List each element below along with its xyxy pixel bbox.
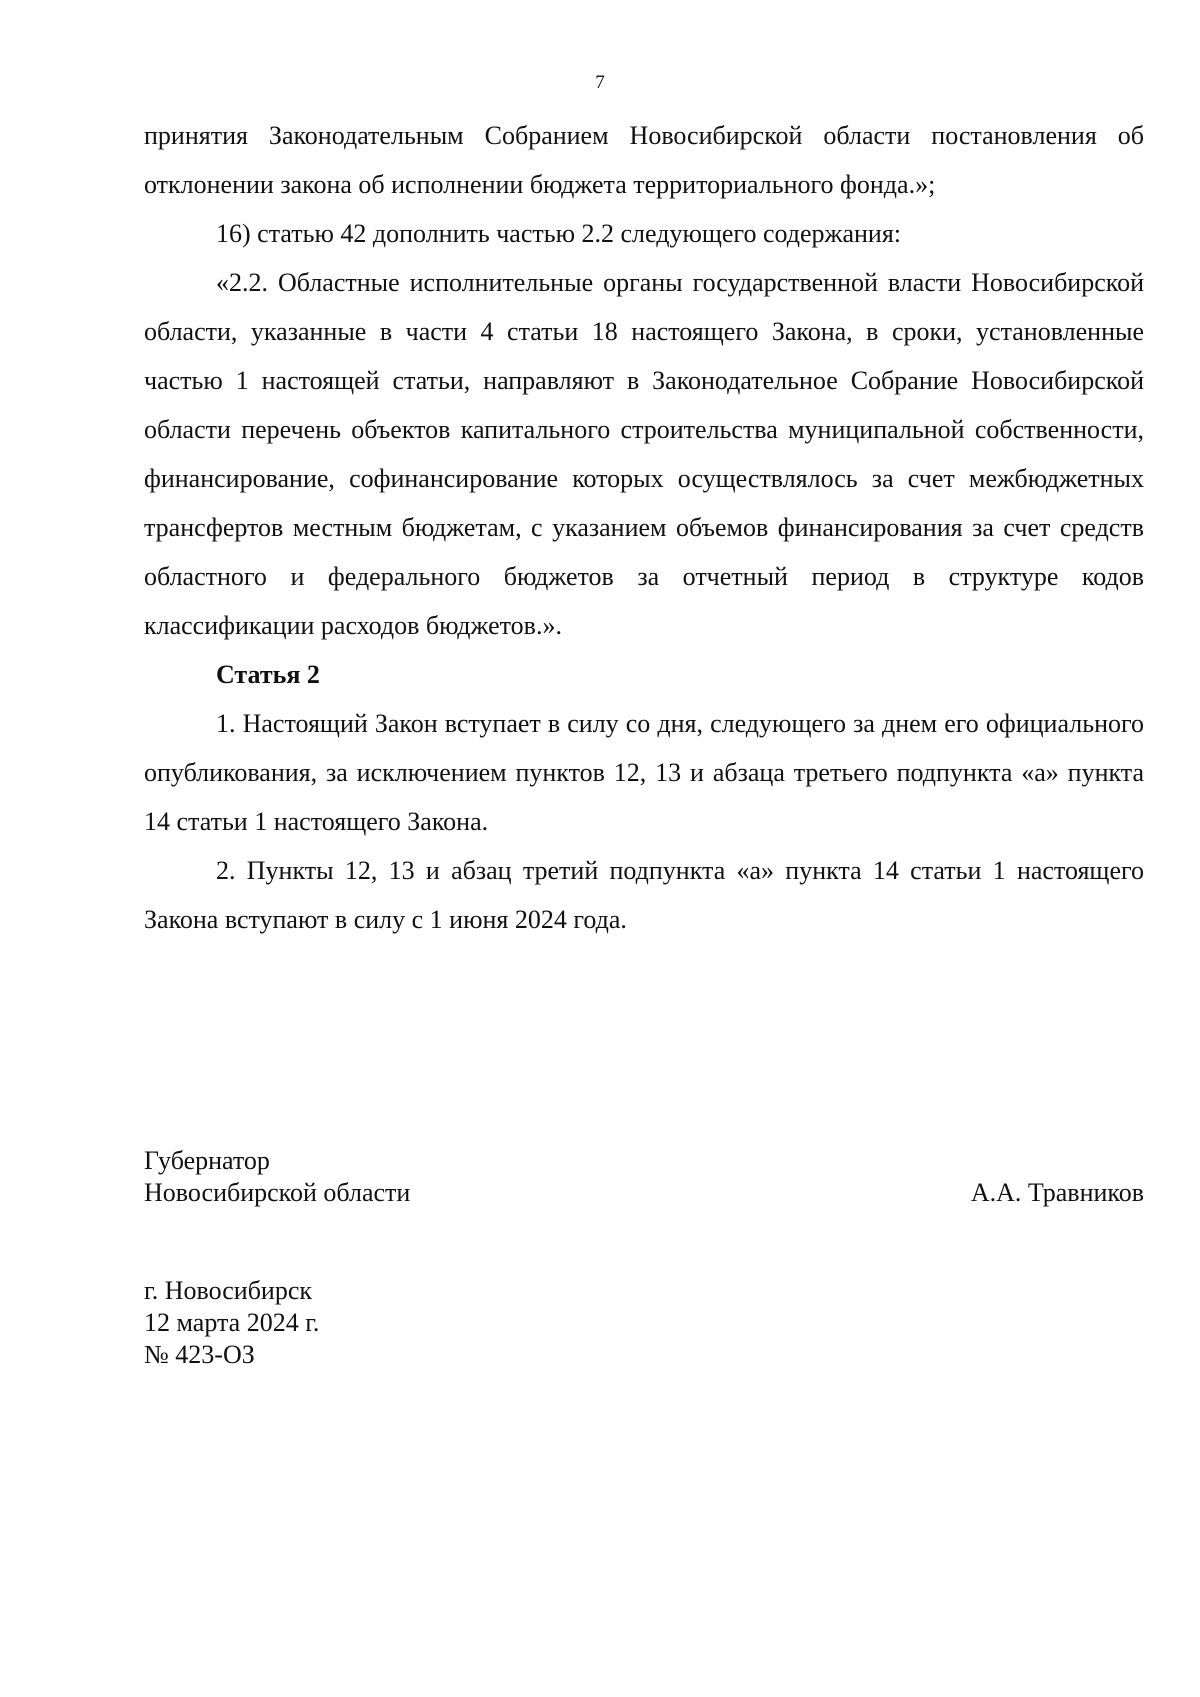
article-2-item-1: 1. Настоящий Закон вступает в силу со дня, следующего за днем его официального опубликования, за исключением пунктов 12, 13 и абзаца третьего подпункта «а» пункта 14 статьи 1 настоящего Закона. [144, 709, 1144, 836]
document-date: 12 марта 2024 г. [144, 1308, 320, 1337]
paragraph-item-16: 16) статью 42 дополнить частью 2.2 следующего содержания: [216, 219, 902, 248]
place-date-number-block [144, 1275, 319, 1371]
article-2-item-2: 2. Пункты 12, 13 и абзац третий подпункта «а» пункта 14 статьи 1 настоящего Закона вступают в силу с 1 июня 2024 года. [144, 856, 1144, 934]
article-2-heading: Статья 2 [216, 660, 320, 689]
paragraph-continuation: принятия Законодательным Собранием Новосибирской области постановления об отклонении закона об исполнении бюджета территориального фонда.»; [144, 121, 1144, 199]
signature-block [144, 1145, 1144, 1209]
signatory-title [144, 1145, 410, 1209]
page-number: 7 [595, 72, 605, 93]
signatory-title-line-2: Новосибирской области [144, 1178, 411, 1207]
place-city: г. Новосибирск [144, 1276, 313, 1305]
signatory-name: А.А. Травников [970, 1178, 1144, 1207]
paragraph-part-2-2: «2.2. Областные исполнительные органы государственной власти Новосибирской области, указанные в части 4 статьи 18 настоящего Закона, в сроки, установленные частью 1 настоящей статьи, направляют в Законодательное Собрание Новосибирской области перечень объектов капитального строительства муниципальной собственности, финансирование, софинансирование которых осуществлялось за счет межбюджетных трансфертов местным бюджетам, с указанием объемов финансирования за счет средств областного и федерального бюджетов за отчетный период в структуре кодов классификации расходов бюджетов.». [144, 268, 1144, 640]
document-body [144, 111, 1144, 944]
document-number: № 423-ОЗ [144, 1340, 255, 1369]
signatory-title-line-1: Губернатор [144, 1146, 270, 1175]
